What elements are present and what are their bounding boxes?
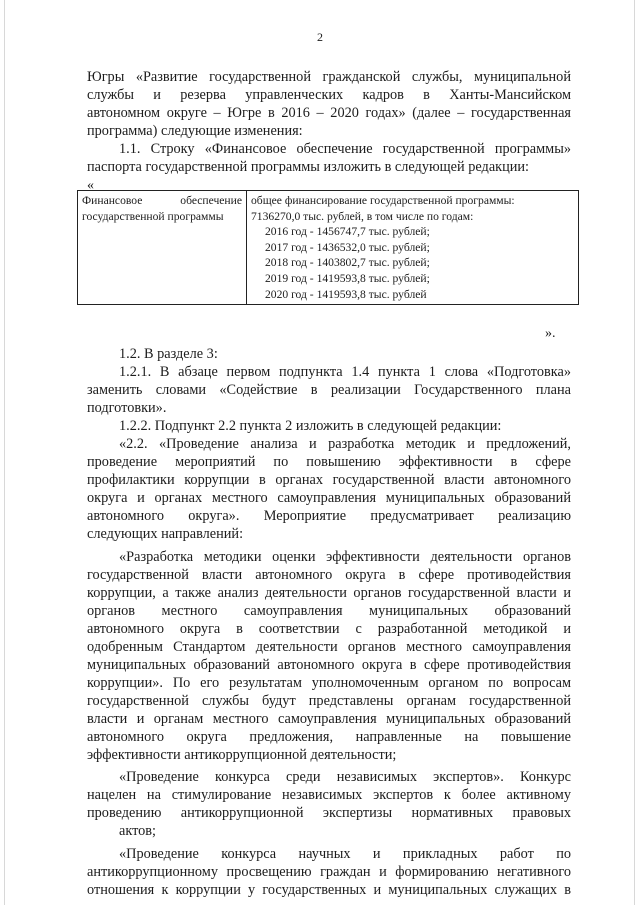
method-line: государственной службы будут представлены органам государственной [87,693,571,709]
p-2-2-line: округа и органах местного самоуправления муниципальных образований [87,490,571,506]
experts-line: проведению антикоррупционной экспертизы нормативных правовых [87,805,571,821]
year-line: 2017 год - 1436532,0 тыс. рублей; [265,240,430,254]
method-line: коррупции, а также анализ деятельности органов государственной власти и [87,585,571,601]
method-line: муниципальных образований автономного округа в сфере противодействия [87,657,571,673]
p-2-2-line: профилактики коррупции в органах государственной власти автономного [87,472,571,488]
quote-close: ». [545,326,556,341]
p-2-2-line: следующих направлений: [87,526,244,542]
experts-line: нацелен на стимулирование независимых экспертов к более активному [87,787,571,803]
total-line: общее финансирование государственной программы: [251,194,515,207]
financing-value-cell [247,191,579,305]
table-row [78,191,579,305]
item-1-1-line: паспорта государственной программы изложить в следующей редакции: [87,159,530,175]
quote-open: « [87,178,94,193]
research-line: антикоррупционному просвещению граждан и формированию негативного [87,864,571,880]
intro-line: автономном округе – Югре в 2016 – 2020 годах» (далее – государственная [87,105,571,121]
p-2-2-line: «2.2. «Проведение анализа и разработка методик и предложений, [119,436,571,452]
research-line: отношения к коррупции у государственных и муниципальных служащих в [87,882,571,898]
year-line: 2019 год - 1419593,8 тыс. рублей; [265,271,430,285]
research-line: «Проведение конкурса научных и прикладных работ по [119,846,571,862]
item-1-2-1-line: заменить словами «Содействие в реализации Государственного плана [87,382,571,398]
scan-edge-right [634,0,635,905]
year-line: 2020 год - 1419593,8 тыс. рублей [265,287,427,301]
method-line: государственной власти автономного округа в сфере противодействия [87,567,571,583]
page-number: 2 [317,30,323,44]
scan-edge-left [4,0,5,905]
item-1-1-line: 1.1. Строку «Финансовое обеспечение государственной программы» [119,141,571,157]
financing-label-cell [78,191,247,305]
label-line: Финансовое обеспечение [82,194,242,207]
intro-line: Югры «Развитие государственной гражданской службы, муниципальной [87,69,571,85]
method-line: автономного округа предложения, направленные на повышение [87,729,571,745]
method-line: автономного округа в соответствии с разработанной методикой и [87,621,571,637]
method-line: коррупции». По его результатам уполномоченным органом по вопросам [87,675,571,691]
total-line: 7136270,0 тыс. рублей, в том числе по годам: [251,209,474,223]
p-2-2-line: проведение мероприятий по повышению эффективности в сфере [87,454,571,470]
intro-line: службы и резерва управленческих кадров в Ханты-Мансийском [87,87,571,103]
label-line: государственной программы [82,209,224,223]
method-line: эффективности антикоррупционной деятельности; [87,747,397,763]
item-1-2-1-line: подготовки». [87,400,167,416]
experts-line: актов; [119,823,157,839]
item-1-2-2: 1.2.2. Подпункт 2.2 пункта 2 изложить в следующей редакции: [119,418,502,434]
year-line: 2016 год - 1456747,7 тыс. рублей; [265,225,430,239]
experts-line: «Проведение конкурса среди независимых экспертов». Конкурс [119,769,571,785]
financing-table [77,190,579,305]
method-line: одобренным Стандартом деятельности органов местного самоуправления [87,639,571,655]
intro-line: программа) следующие изменения: [87,123,303,139]
item-1-2-1-line: 1.2.1. В абзаце первом подпункта 1.4 пункта 1 слова «Подготовка» [119,364,571,380]
p-2-2-line: автономного округа». Мероприятие предусматривает реализацию [87,508,571,524]
method-line: власти и органам местного самоуправления муниципальных образований [87,711,571,727]
year-line: 2018 год - 1403802,7 тыс. рублей; [265,256,430,270]
method-line: «Разработка методики оценки эффективности деятельности органов [119,549,571,565]
method-line: органов местного самоуправления муниципальных образований [87,603,571,619]
item-1-2: 1.2. В разделе 3: [119,346,218,362]
